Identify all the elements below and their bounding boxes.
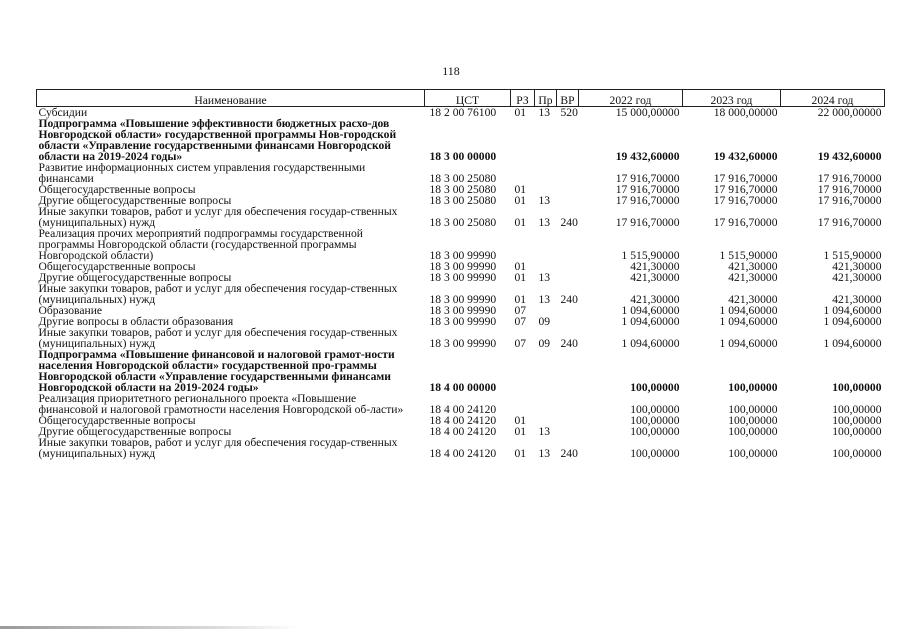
row-2023: 1 094,60000 bbox=[719, 315, 778, 328]
row-pr: 13 bbox=[538, 425, 551, 438]
row-rz bbox=[511, 393, 535, 415]
row-vr bbox=[557, 195, 579, 206]
row-2022: 421,30000 bbox=[630, 260, 680, 273]
row-vr bbox=[557, 184, 579, 195]
row-name: Развитие информационных систем управления государственными финансами bbox=[38, 161, 366, 185]
row-vr bbox=[557, 393, 579, 415]
row-vr: 520 bbox=[560, 106, 578, 119]
row-name: Иные закупки товаров, работ и услуг для обеспечения государ-ственных (муниципальных) нужд bbox=[38, 282, 398, 306]
row-cst: 18 3 00 25080 bbox=[429, 183, 497, 196]
row-2022: 100,00000 bbox=[630, 381, 680, 394]
row-2023: 100,00000 bbox=[728, 403, 778, 416]
header-2024: 2024 год bbox=[781, 90, 885, 107]
row-name: Общегосударственные вопросы bbox=[38, 260, 196, 273]
header-rz: РЗ bbox=[511, 90, 535, 107]
row-rz bbox=[511, 118, 535, 162]
header-name: Наименование bbox=[37, 90, 425, 107]
table-body bbox=[37, 107, 885, 460]
row-vr bbox=[557, 426, 579, 437]
row-2024: 1 094,60000 bbox=[823, 304, 882, 317]
row-rz: 01 bbox=[514, 106, 527, 119]
row-name: Реализация прочих мероприятий подпрограммы государственной программы Новгородской области (государственной программы Новгородской области) bbox=[38, 227, 363, 262]
row-2023: 421,30000 bbox=[728, 271, 778, 284]
row-2024: 1 515,90000 bbox=[823, 249, 882, 262]
row-vr: 240 bbox=[560, 216, 578, 229]
row-2022: 421,30000 bbox=[630, 271, 680, 284]
row-rz: 01 bbox=[514, 183, 527, 196]
row-rz: 07 bbox=[514, 315, 527, 328]
row-2022: 17 916,70000 bbox=[615, 183, 680, 196]
row-2023: 100,00000 bbox=[728, 425, 778, 438]
row-vr bbox=[557, 118, 579, 162]
row-pr: 09 bbox=[538, 315, 551, 328]
row-vr bbox=[557, 261, 579, 272]
row-2024: 421,30000 bbox=[832, 271, 882, 284]
header-2022: 2022 год bbox=[579, 90, 683, 107]
row-vr bbox=[557, 162, 579, 184]
row-cst: 18 3 00 99990 bbox=[429, 315, 497, 328]
table-row bbox=[37, 228, 885, 261]
row-2023: 100,00000 bbox=[728, 414, 778, 427]
row-2024: 100,00000 bbox=[832, 414, 882, 427]
header-2023: 2023 год bbox=[683, 90, 781, 107]
row-name: Другие вопросы в области образования bbox=[38, 315, 234, 328]
row-2023: 421,30000 bbox=[728, 293, 778, 306]
row-2022: 17 916,70000 bbox=[615, 194, 680, 207]
row-rz: 07 bbox=[514, 304, 527, 317]
row-2024: 19 432,60000 bbox=[817, 150, 882, 163]
row-cst: 18 3 00 99990 bbox=[429, 249, 497, 262]
row-vr: 240 bbox=[560, 337, 578, 350]
row-vr bbox=[557, 349, 579, 393]
row-name: Иные закупки товаров, работ и услуг для обеспечения государ-ственных (муниципальных) нужд bbox=[38, 326, 398, 350]
row-name: Общегосударственные вопросы bbox=[38, 183, 196, 196]
row-name: Другие общегосударственные вопросы bbox=[38, 194, 232, 207]
row-2024: 17 916,70000 bbox=[817, 216, 882, 229]
row-cst: 18 4 00 24120 bbox=[429, 447, 497, 460]
row-vr bbox=[557, 272, 579, 283]
row-2023: 1 094,60000 bbox=[719, 337, 778, 350]
row-pr: 13 bbox=[538, 106, 551, 119]
row-cst: 18 3 00 99990 bbox=[429, 271, 497, 284]
row-2022: 15 000,00000 bbox=[615, 106, 680, 119]
row-name: Образование bbox=[38, 304, 103, 317]
row-2023: 19 432,60000 bbox=[713, 150, 778, 163]
row-2023: 17 916,70000 bbox=[713, 172, 778, 185]
row-vr bbox=[557, 415, 579, 426]
row-2022: 1 094,60000 bbox=[621, 337, 680, 350]
scan-edge-artifact bbox=[0, 626, 300, 629]
row-rz: 01 bbox=[514, 414, 527, 427]
row-2023: 17 916,70000 bbox=[713, 194, 778, 207]
row-cst: 18 2 00 76100 bbox=[429, 106, 497, 119]
row-vr bbox=[557, 305, 579, 316]
row-rz bbox=[511, 228, 535, 261]
row-pr bbox=[535, 349, 557, 393]
page-number: 118 bbox=[442, 64, 460, 78]
row-name: Иные закупки товаров, работ и услуг для обеспечения государ-ственных (муниципальных) нужд bbox=[38, 205, 398, 229]
row-2024: 1 094,60000 bbox=[823, 337, 882, 350]
row-rz: 01 bbox=[514, 447, 527, 460]
row-2022: 1 094,60000 bbox=[621, 315, 680, 328]
row-rz: 01 bbox=[514, 271, 527, 284]
row-name: Другие общегосударственные вопросы bbox=[38, 271, 232, 284]
table-row bbox=[37, 162, 885, 184]
header-vr: ВР bbox=[557, 90, 579, 107]
table-row bbox=[37, 206, 885, 228]
row-cst: 18 3 00 25080 bbox=[429, 172, 497, 185]
row-pr: 13 bbox=[538, 216, 551, 229]
row-cst: 18 3 00 99990 bbox=[429, 337, 497, 350]
table-row bbox=[37, 349, 885, 393]
row-2022: 100,00000 bbox=[630, 403, 680, 416]
row-cst: 18 4 00 00000 bbox=[429, 381, 497, 394]
row-2022: 1 094,60000 bbox=[621, 304, 680, 317]
row-2023: 100,00000 bbox=[728, 381, 778, 394]
row-name: Подпрограмма «Повышение эффективности бюджетных расхо-дов Новгородской области» государственной программы Нов-городской области «Управление государственными финансами Новгородской области на 2019-2024 годы» bbox=[38, 117, 397, 163]
row-pr: 13 bbox=[538, 271, 551, 284]
row-pr: 13 bbox=[538, 447, 551, 460]
row-2023: 100,00000 bbox=[728, 447, 778, 460]
row-name: Общегосударственные вопросы bbox=[38, 414, 196, 427]
row-rz: 07 bbox=[514, 337, 527, 350]
row-2022: 100,00000 bbox=[630, 414, 680, 427]
header-cst: ЦСТ bbox=[425, 90, 511, 107]
row-2024: 100,00000 bbox=[832, 381, 882, 394]
row-name: Другие общегосударственные вопросы bbox=[38, 425, 232, 438]
row-2024: 17 916,70000 bbox=[817, 194, 882, 207]
row-2024: 1 094,60000 bbox=[823, 315, 882, 328]
row-2023: 421,30000 bbox=[728, 260, 778, 273]
table-row bbox=[37, 283, 885, 305]
row-pr: 13 bbox=[538, 293, 551, 306]
table-row bbox=[37, 437, 885, 459]
row-cst: 18 4 00 24120 bbox=[429, 414, 497, 427]
row-2024: 421,30000 bbox=[832, 260, 882, 273]
row-2022: 17 916,70000 bbox=[615, 172, 680, 185]
row-rz: 01 bbox=[514, 260, 527, 273]
row-2023: 1 094,60000 bbox=[719, 304, 778, 317]
row-cst: 18 3 00 99990 bbox=[429, 260, 497, 273]
row-2023: 17 916,70000 bbox=[713, 183, 778, 196]
row-2022: 19 432,60000 bbox=[615, 150, 680, 163]
row-pr: 09 bbox=[538, 337, 551, 350]
row-cst: 18 3 00 25080 bbox=[429, 216, 497, 229]
row-2024: 100,00000 bbox=[832, 447, 882, 460]
row-pr bbox=[535, 162, 557, 184]
header-pr: Пр bbox=[535, 90, 557, 107]
row-vr: 240 bbox=[560, 447, 578, 460]
row-2022: 100,00000 bbox=[630, 425, 680, 438]
table-header bbox=[37, 90, 885, 107]
table-row bbox=[37, 118, 885, 162]
row-rz: 01 bbox=[514, 425, 527, 438]
row-2023: 18 000,00000 bbox=[713, 106, 778, 119]
row-cst: 18 3 00 00000 bbox=[429, 150, 497, 163]
row-cst: 18 3 00 99990 bbox=[429, 304, 497, 317]
row-rz: 01 bbox=[514, 216, 527, 229]
row-2023: 1 515,90000 bbox=[719, 249, 778, 262]
row-pr: 13 bbox=[538, 194, 551, 207]
row-2024: 22 000,00000 bbox=[817, 106, 882, 119]
row-2024: 100,00000 bbox=[832, 425, 882, 438]
row-pr bbox=[535, 393, 557, 415]
row-pr bbox=[535, 228, 557, 261]
budget-table bbox=[36, 89, 885, 459]
row-rz: 01 bbox=[514, 194, 527, 207]
row-name: Субсидии bbox=[38, 106, 88, 119]
row-cst: 18 4 00 24120 bbox=[429, 403, 497, 416]
row-2022: 1 515,90000 bbox=[621, 249, 680, 262]
table-row bbox=[37, 393, 885, 415]
row-cst: 18 4 00 24120 bbox=[429, 425, 497, 438]
row-rz bbox=[511, 162, 535, 184]
row-2024: 17 916,70000 bbox=[817, 183, 882, 196]
table-row bbox=[37, 327, 885, 349]
row-vr bbox=[557, 316, 579, 327]
row-vr bbox=[557, 228, 579, 261]
row-cst: 18 3 00 25080 bbox=[429, 194, 497, 207]
row-name: Реализация приоритетного регионального проекта «Повышение финансовой и налоговой грамотности населения Новгородской об-ласти» bbox=[38, 392, 404, 416]
row-vr: 240 bbox=[560, 293, 578, 306]
row-2023: 17 916,70000 bbox=[713, 216, 778, 229]
row-name: Иные закупки товаров, работ и услуг для обеспечения государ-ственных (муниципальных) нужд bbox=[38, 436, 398, 460]
row-2022: 421,30000 bbox=[630, 293, 680, 306]
row-2022: 17 916,70000 bbox=[615, 216, 680, 229]
row-name: Подпрограмма «Повышение финансовой и налоговой грамот-ности населения Новгородской области» государственной про-граммы Новгородской области «Управление государственными финансами Новгородской области на 2019-2024 годы» bbox=[38, 348, 395, 394]
row-2024: 17 916,70000 bbox=[817, 172, 882, 185]
row-pr bbox=[535, 118, 557, 162]
row-2024: 421,30000 bbox=[832, 293, 882, 306]
row-rz: 01 bbox=[514, 293, 527, 306]
row-rz bbox=[511, 349, 535, 393]
row-2022: 100,00000 bbox=[630, 447, 680, 460]
row-2024: 100,00000 bbox=[832, 403, 882, 416]
row-cst: 18 3 00 99990 bbox=[429, 293, 497, 306]
